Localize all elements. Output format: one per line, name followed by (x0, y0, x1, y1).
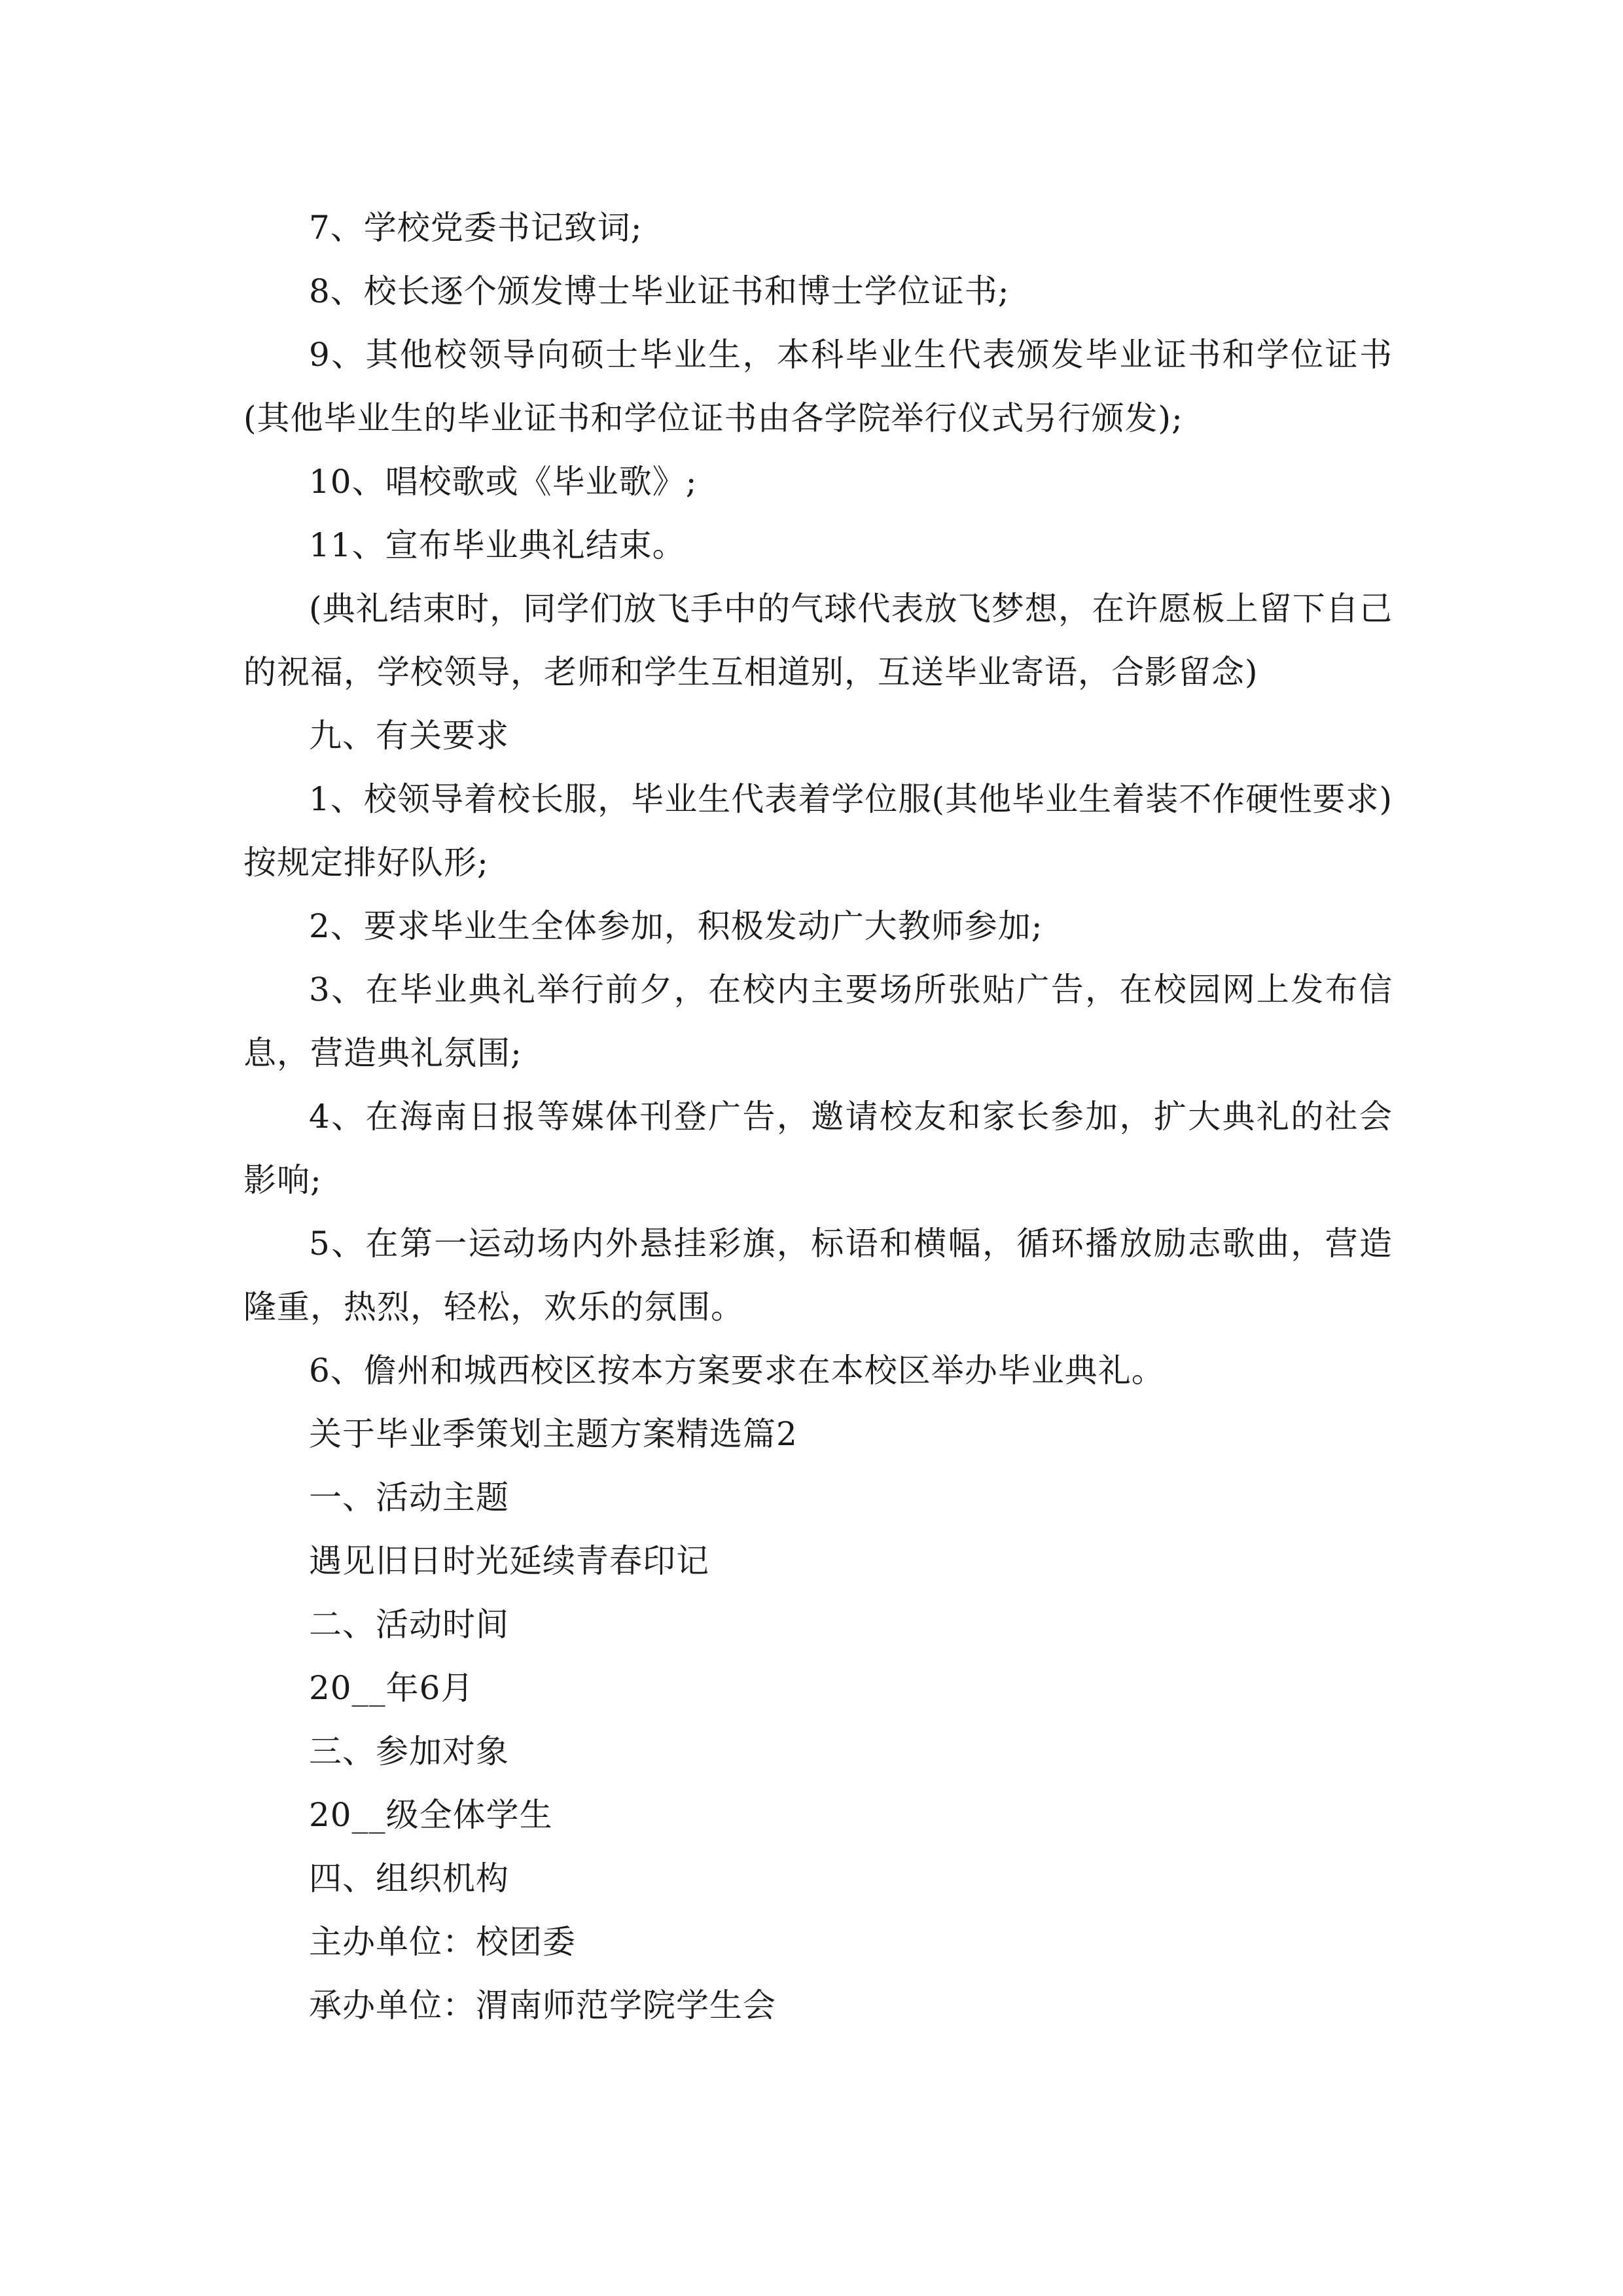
paragraph: 20__级全体学生 (309, 1796, 553, 1834)
document-body (243, 196, 1393, 2037)
paragraph: 1、校领导着校长服，毕业生代表着学位服(其他毕业生着装不作硬性要求)按规定排好队形; (243, 780, 1393, 882)
section-heading: 三、参加对象 (309, 1732, 509, 1770)
paragraph: 11、宣布毕业典礼结束。 (309, 526, 686, 564)
paragraph: 承办单位：渭南师范学院学生会 (309, 1986, 776, 2024)
section-heading: 九、有关要求 (309, 717, 509, 755)
paragraph: 4、在海南日报等媒体刊登广告，邀请校友和家长参加，扩大典礼的社会影响; (243, 1098, 1393, 1199)
paragraph: (典礼结束时，同学们放飞手中的气球代表放飞梦想，在许愿板上留下自己的祝福，学校领导，老师和学生互相道别，互送毕业寄语，合影留念) (243, 590, 1393, 691)
paragraph: 8、校长逐个颁发博士毕业证书和博士学位证书; (309, 272, 1010, 310)
paragraph: 3、在毕业典礼举行前夕，在校内主要场所张贴广告，在校园网上发布信息，营造典礼氛围; (243, 971, 1393, 1072)
paragraph: 主办单位：校团委 (309, 1923, 576, 1961)
paragraph: 遇见旧日时光延续青春印记 (309, 1542, 709, 1580)
section-heading: 四、组织机构 (309, 1859, 509, 1897)
paragraph: 7、学校党委书记致词; (309, 209, 643, 247)
section-heading: 二、活动时间 (309, 1605, 509, 1643)
paragraph: 10、唱校歌或《毕业歌》; (309, 463, 698, 501)
paragraph: 20__年6月 (309, 1669, 474, 1707)
article-title: 关于毕业季策划主题方案精选篇2 (309, 1415, 798, 1453)
paragraph: 6、儋州和城西校区按本方案要求在本校区举办毕业典礼。 (309, 1352, 1165, 1390)
section-heading: 一、活动主题 (309, 1479, 509, 1516)
paragraph: 5、在第一运动场内外悬挂彩旗，标语和横幅，循环播放励志歌曲，营造隆重，热烈，轻松，欢乐的氛围。 (243, 1225, 1393, 1326)
paragraph: 2、要求毕业生全体参加，积极发动广大教师参加; (309, 907, 1043, 945)
paragraph: 9、其他校领导向硕士毕业生，本科毕业生代表颁发毕业证书和学位证书(其他毕业生的毕业证书和学位证书由各学院举行仪式另行颁发); (243, 336, 1393, 437)
